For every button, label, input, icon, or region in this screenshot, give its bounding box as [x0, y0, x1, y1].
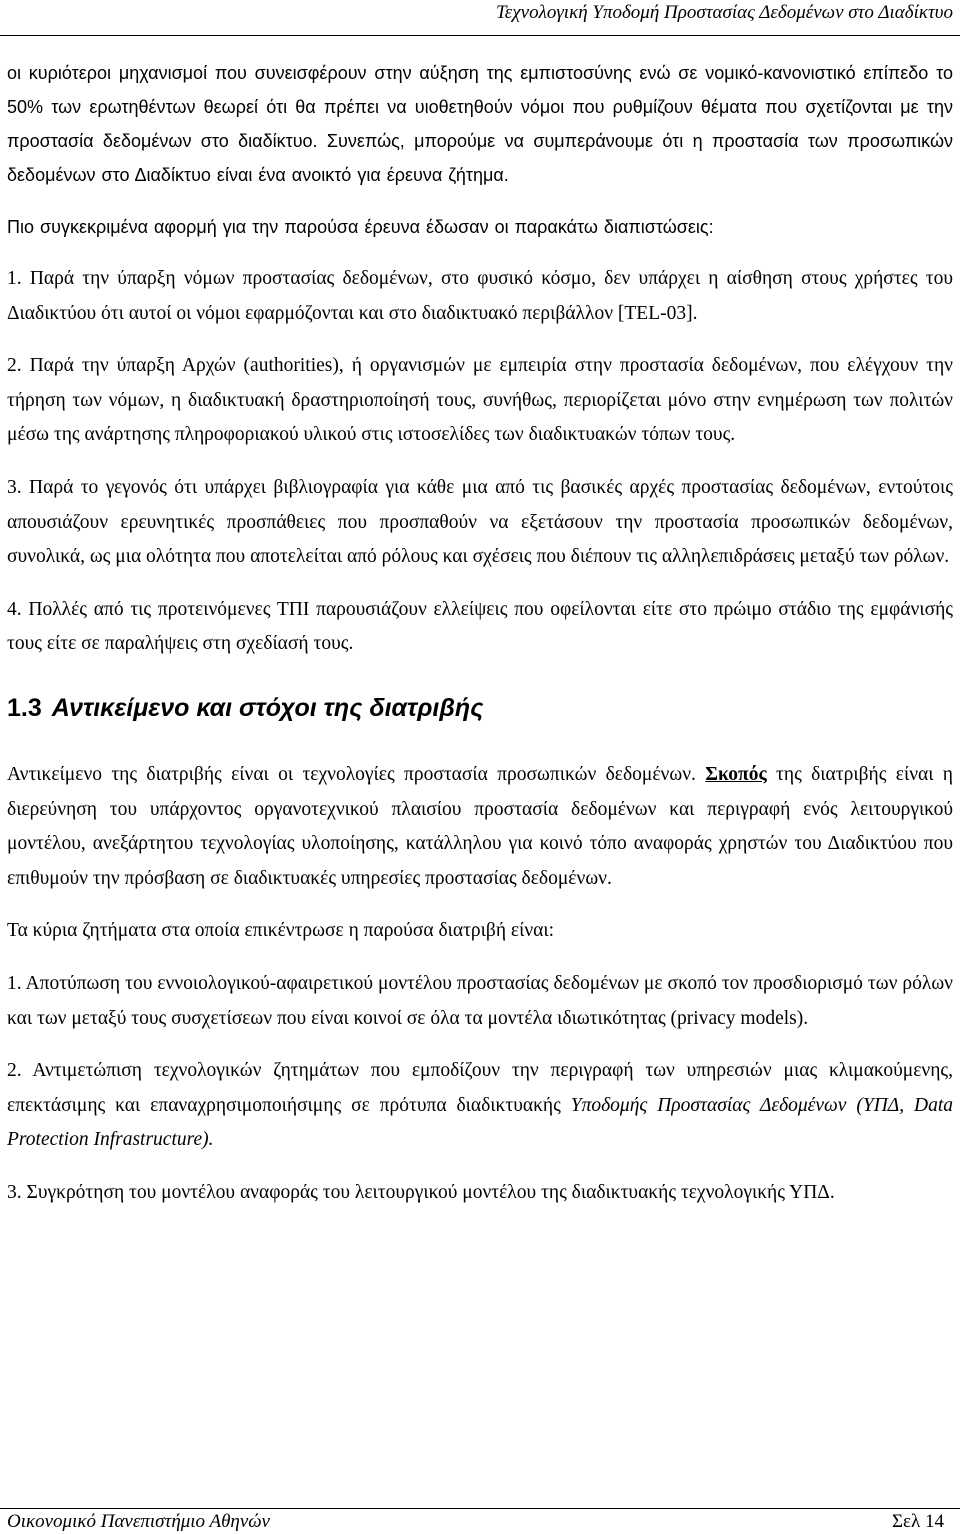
- finding-1: 1. Παρά την ύπαρξη νόμων προστασίας δεδομένων, στο φυσικό κόσμο, δεν υπάρχει η αίσθηση στους χρήστες του Διαδικτύου ότι αυτοί οι νόμοι εφαρμόζονται και στο διαδικτυακό περιβάλλον [TEL-03].: [7, 268, 953, 324]
- section-heading: [7, 692, 953, 724]
- section-title: Αντικείμενο και στόχοι της διατριβής: [51, 693, 484, 722]
- running-header: Τεχνολογική Υποδομή Προστασίας Δεδομένων στο Διαδίκτυο: [495, 2, 953, 23]
- paragraph-findings-intro: Πιο συγκεκριμένα αφορμή για την παρούσα έρευνα έδωσαν οι παρακάτω διαπιστώσεις:: [7, 217, 714, 237]
- issues-intro: Τα κύρια ζητήματα στα οποία επικέντρωσε η παρούσα διατριβή είναι:: [7, 920, 555, 942]
- finding-3: 3. Παρά το γεγονός ότι υπάρχει βιβλιογραφία για κάθε μια από τις βασικές αρχές προστασίας δεδομένων, εντούτοις απουσιάζουν ερευνητικές προσπάθειες που προσπαθούν να εξετάσουν την προστασία προσωπικών δεδομένων, συνολικά, ως μια ολότητα που αποτελείται από ρόλους και σχέσεις που διέπουν τις αλληλεπιδράσεις μεταξύ των ρόλων.: [7, 476, 953, 568]
- issue-3: 3. Συγκρότηση του μοντέλου αναφοράς του λειτουργικού μοντέλου της διαδικτυακής τεχνολογικής ΥΠΔ.: [7, 1181, 835, 1203]
- purpose-keyword: Σκοπός: [705, 763, 767, 785]
- issue-2-italic-term: Υποδομής Προστασίας Δεδομένων (ΥΠΔ, Data Protection Infrastructure).: [7, 1094, 953, 1151]
- issue-2-text: 2. Αντιμετώπιση τεχνολογικών ζητημάτων που εμποδίζουν την περιγραφή των υπηρεσιών μιας κλιμακούμενης, επεκτάσιμης και επαναχρησιμοποιήσιμης σε πρότυπα διαδικτυακής: [7, 1060, 953, 1116]
- issue-1: 1. Αποτύπωση του εννοιολογικού-αφαιρετικού μοντέλου προστασίας δεδομένων με σκοπό τον προσδιορισμό των ρόλων και των μεταξύ τους συσχετίσεων που είναι κοινοί σε όλα τα μοντέλα ιδιωτικότητας (privacy models).: [7, 972, 953, 1029]
- objective-rest: της διατριβής είναι η διερεύνηση του υπάρχοντος οργανοτεχνικού πλαισίου προστασία δεδομένων και περιγραφή ενός λειτουργικού μοντέλου, ανεξάρτητου τεχνολογίας υλοποίησης, κατάλληλου για κοινό τόπο αναφοράς χρηστών του Διαδικτύου που επιθυμούν την πρόσβαση σε διαδικτυακές υπηρεσίες προστασίας δεδομένων.: [7, 763, 954, 889]
- header-rule: [0, 35, 960, 36]
- objective-paragraph: [7, 758, 953, 896]
- issue-2: [7, 1054, 953, 1158]
- page-body: [7, 56, 953, 1210]
- finding-2: 2. Παρά την ύπαρξη Αρχών (authorities), ή οργανισμών με εμπειρία στην προστασία δεδομένων, που ελέγχουν την τήρηση των νόμων, η διαδικτυακή δραστηριοποίησή τους, συνήθως, περιορίζεται μόνο στην ενημέρωση των πολιτών μέσω της ανάρτησης πληροφοριακού υλικού στις ιστοσελίδες των διαδικτυακών τόπων τους.: [7, 355, 953, 446]
- objective-lead: Αντικείμενο της διατριβής είναι οι τεχνολογίες προστασία προσωπικών δεδομένων.: [7, 763, 696, 785]
- footer-institution: Οικονομικό Πανεπιστήμιο Αθηνών: [7, 1511, 270, 1532]
- finding-4: 4. Πολλές από τις προτεινόμενες ΤΠΙ παρουσιάζουν ελλείψεις που οφείλονται είτε στο πρώιμο στάδιο της εμφάνισής τους είτε σε παραλήψεις στη σχεδίασή τους.: [7, 598, 953, 655]
- section-number: 1.3: [7, 693, 42, 722]
- footer-rule: [0, 1508, 960, 1509]
- page-number: Σελ 14: [892, 1511, 944, 1532]
- paragraph-intro: οι κυριότεροι μηχανισμοί που συνεισφέρουν στην αύξηση της εμπιστοσύνης ενώ σε νομικό-κανονιστικό επίπεδο το 50% των ερωτηθέντων θεωρεί ότι θα πρέπει να υιοθετηθούν νόμοι που ρυθμίζουν θέματα που σχετίζονται με την προστασία δεδομένων στο διαδίκτυο. Συνεπώς, μπορούμε να συμπεράνουμε ότι η προστασία των προσωπικών δεδομένων στο Διαδίκτυο είναι ένα ανοικτό για έρευνα ζήτημα.: [7, 63, 953, 185]
